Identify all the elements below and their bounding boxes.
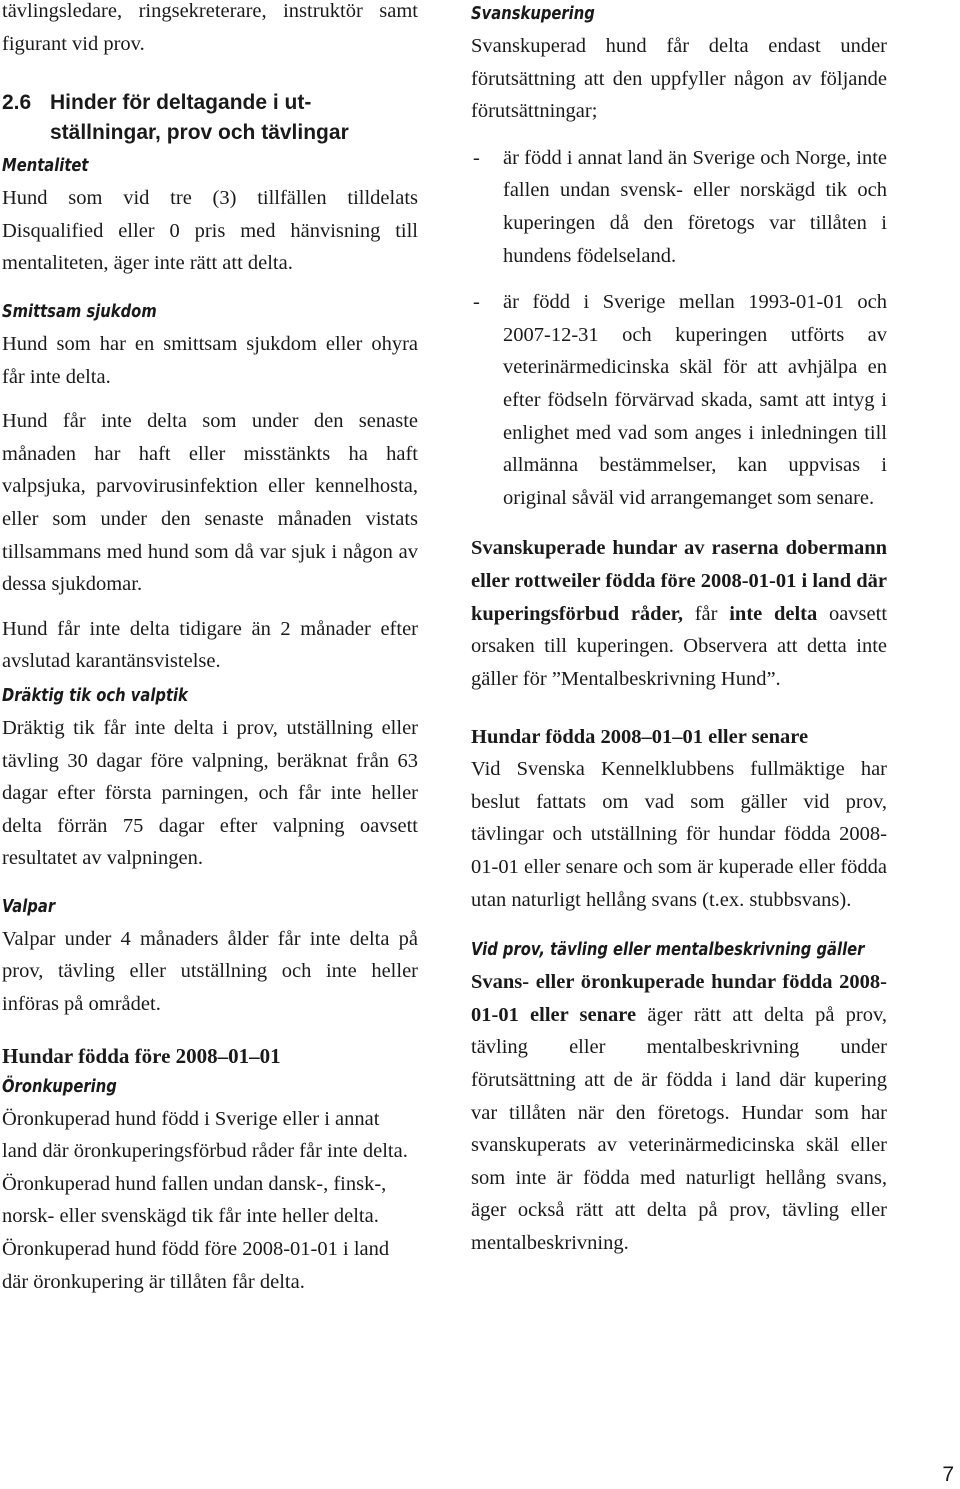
oronkupering-text: Öronkuperad hund född i Sverige eller i annat land där öronkuperingsförbud råder får inte delta. Öronkuperad hund fallen undan dansk-, finsk-, norsk- eller svenskägd tik får inte heller delta. Öronkuperad hund född före 2008-01-01 i land där öronkupering är tillåten får delta. xyxy=(2,1107,408,1293)
list-dash: - xyxy=(473,291,480,314)
draktig-heading: Dräktig tik och valptik xyxy=(2,684,188,706)
smittsam-text-3: Hund får inte delta tidigare än 2 månader efter avslutad karantänsvistelse. xyxy=(2,617,418,673)
valpar-heading: Valpar xyxy=(2,895,56,917)
smittsam-heading: Smittsam sjukdom xyxy=(2,300,157,322)
dobermann-bold: Svanskuperade hundar av raserna dobermann eller rottweiler födda före 2008-01-01 i land där kuperingsförbud råder, xyxy=(471,537,887,625)
list-item xyxy=(471,286,887,514)
oronkupering-heading: Öronkupering xyxy=(2,1075,117,1097)
smittsam-text-2: Hund får inte delta som under den senaste månaden har haft eller misstänkts ha haft valpsjuka, parvovirusinfektion eller kennelhosta, eller som under den senaste månaden vistats tillsammans med hund som då var sjuk i någon av dessa sjukdomar. xyxy=(2,410,418,596)
svanskupering-list xyxy=(471,142,887,515)
section-number: 2.6 xyxy=(2,91,32,115)
vid-prov-heading: Vid prov, tävling eller mentalbeskrivning gäller xyxy=(471,939,865,961)
section-title-line2: ställningar, prov och tävlingar xyxy=(50,121,349,145)
valpar-text: Valpar under 4 månaders ålder får inte delta på prov, tävling eller utställning och inte heller införas på området. xyxy=(2,927,418,1016)
mentalitet-heading: Mentalitet xyxy=(2,155,89,177)
page-number: 7 xyxy=(942,1463,954,1486)
efter-2008-text: Vid Svenska Kennelklubbens fullmäktige har beslut fattats om vad som gäller vid prov, tävlingar och utställning för hundar födda 2008-01-01 eller senare och som är kuperade eller födda utan naturligt hellång svans (t.ex. stubbsvans). xyxy=(471,758,887,911)
efter-2008-heading: Hundar födda 2008–01–01 eller senare xyxy=(471,726,809,749)
draktig-text: Dräktig tik får inte delta i prov, utställning eller tävling 30 dagar före valpning, beräknat från 63 dagar efter första parningen, och får inte heller delta förrän 75 dagar efter valpning oavsett resultatet av valpningen. xyxy=(2,716,418,870)
svanskupering-heading: Svanskupering xyxy=(471,3,595,24)
mentalitet-text: Hund som vid tre (3) tillfällen tilldelats Disqualified eller 0 pris med hänvisning till mentaliteten, äger inte rätt att delta. xyxy=(2,187,418,275)
list-item xyxy=(471,142,887,272)
right-column xyxy=(471,0,887,1260)
list-item-text: är född i annat land än Sverige och Norge, inte fallen undan svensk- eller norskägd tik och kuperingen då den företogs var tillåten i hundens födelseland. xyxy=(503,146,887,267)
intro-text: tävlingsledare, ringsekreterare, instruktör samt figurant vid prov. xyxy=(2,0,418,55)
vid-prov-paragraph: Svans- eller öronkuperade hundar födda 2008-01-01 eller senare äger rätt att delta på prov, tävling eller mentalbeskrivning under förutsättning att de är födda i land där kupering var tillåten när den företogs. Hundar som har svanskuperats av veterinärmedicinska skäl eller som inte är födda med naturligt hellång svans, äger också rätt att delta på prov, tävling eller mentalbeskrivning. xyxy=(471,971,888,1254)
smittsam-text-1: Hund som har en smittsam sjukdom eller ohyra får inte delta. xyxy=(2,332,418,388)
vid-prov-bold: Svans- eller öronkuperade hundar födda 2008-01-01 eller senare xyxy=(471,971,887,1026)
section-title-line1: Hinder för deltagande i ut- xyxy=(50,91,312,115)
svanskupering-text: Svanskuperad hund får delta endast under förutsättning att den uppfyller någon av följande förutsättningar; xyxy=(471,35,887,123)
fore-2008-heading: Hundar födda före 2008–01–01 xyxy=(2,1043,281,1068)
left-column xyxy=(2,0,418,1298)
section-heading xyxy=(2,88,418,148)
list-dash: - xyxy=(473,146,480,169)
dobermann-paragraph: Svanskuperade hundar av raserna dobermann eller rottweiler födda före 2008-01-01 i land där kuperingsförbud råder, får inte delta oavsett orsaken till kuperingen. Observera att detta inte gäller för ”Mentalbeskrivning Hund”. xyxy=(471,537,888,690)
list-item-text: är född i Sverige mellan 1993-01-01 och 2007-12-31 och kuperingen utförts av veterinärmedicinska skäl för att avhjälpa en efter födseln förvärvad skada, samt att intyg i enlighet med vad som anges i inledningen till allmänna bestämmelser, kan uppvisas i original såväl vid arrangemanget som senare. xyxy=(503,291,887,509)
